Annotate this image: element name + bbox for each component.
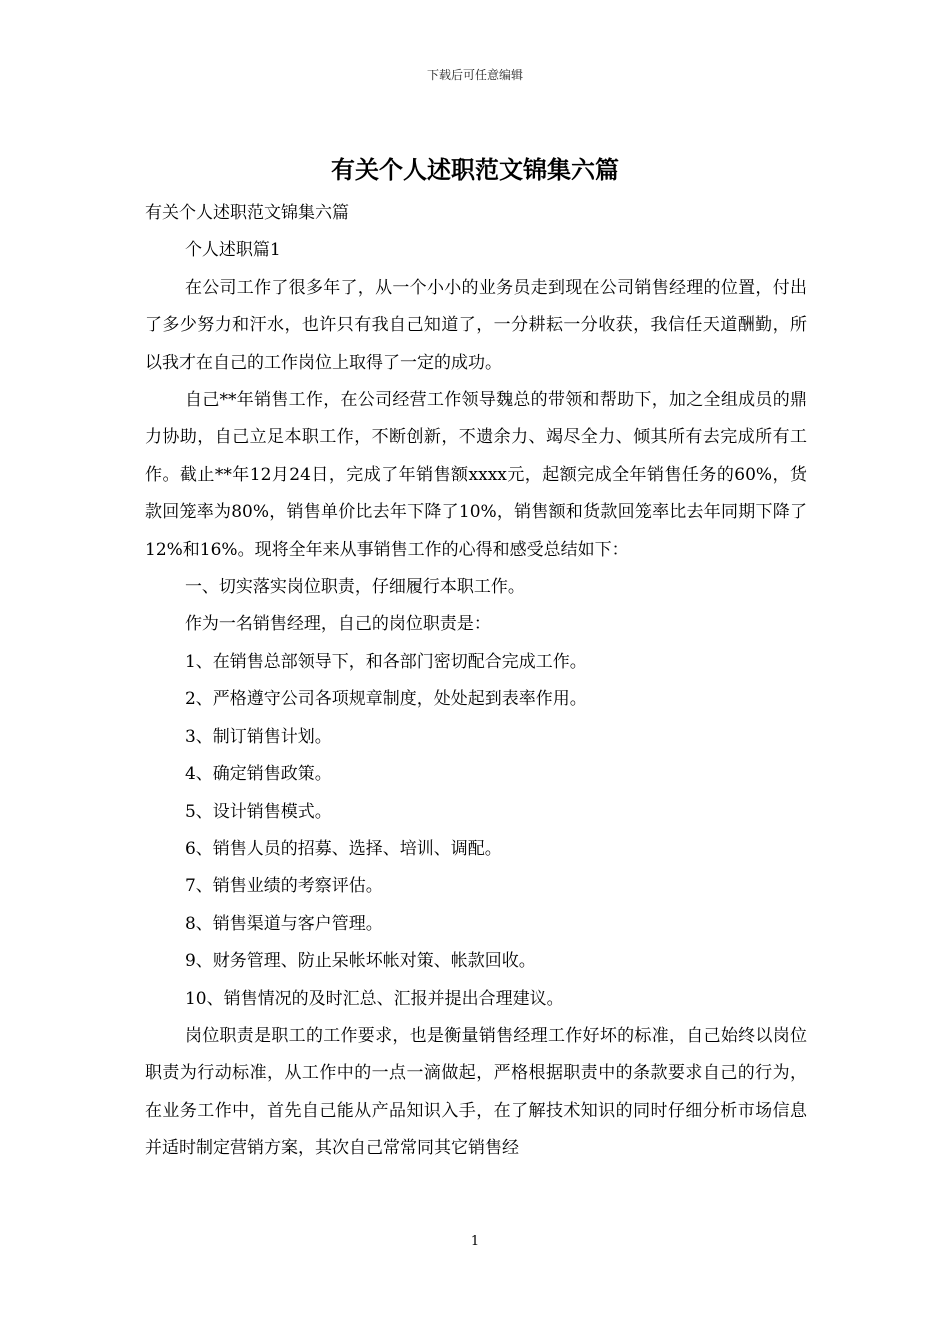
- paragraph: 一、切实落实岗位职责，仔细履行本职工作。: [184, 577, 525, 598]
- paragraph: 自己**年销售工作，在公司经营工作领导魏总的带领和帮助下，加之全组成员的鼎力协助，自己立足本职工作，不断创新，不遗余力、竭尽全力、倾其所有去完成所有工作。截止**年12月24日，完成了年销售额xxxx元，起额完成全年销售任务的60%，货款回笼率为80%，销售单价比去年下降了10%，销售额和货款回笼率比去年同期下降了12%和16%。现将全年来从事销售工作的心得和感受总结如下：: [145, 390, 807, 560]
- document-title: 有关个人述职范文锦集六篇: [331, 155, 619, 184]
- list-item: 8、销售渠道与客户管理。: [184, 913, 383, 934]
- page-number: 1: [470, 1234, 480, 1249]
- list-item: 9、财务管理、防止呆帐坏帐对策、帐款回收。: [184, 951, 536, 972]
- section-heading: 个人述职篇1: [184, 240, 281, 261]
- list-item: 3、制订销售计划。: [184, 726, 332, 747]
- list-item: 10、销售情况的及时汇总、汇报并提出合理建议。: [184, 988, 564, 1009]
- list-item: 2、严格遵守公司各项规章制度，处处起到表率作用。: [184, 689, 587, 710]
- list-item: 6、销售人员的招募、选择、培训、调配。: [184, 838, 502, 859]
- list-item: 5、设计销售模式。: [184, 801, 332, 822]
- document-subtitle: 有关个人述职范文锦集六篇: [145, 203, 349, 223]
- paragraph: 岗位职责是职工的工作要求，也是衡量销售经理工作好坏的标准，自己始终以岗位职责为行动标准，从工作中的一点一滴做起，严格根据职责中的条款要求自己的行为，在业务工作中，首先自己能从产品知识入手，在了解技术知识的同时仔细分析市场信息并适时制定营销方案，其次自己常常同其它销售经: [145, 1025, 807, 1159]
- list-item: 7、销售业绩的考察评估。: [184, 876, 383, 897]
- list-item: 1、在销售总部领导下，和各部门密切配合完成工作。: [184, 651, 587, 672]
- document-body: [145, 195, 807, 1168]
- page-header-note: 下载后可任意编辑: [426, 68, 523, 82]
- list-item: 4、确定销售政策。: [184, 764, 332, 785]
- paragraph: 在公司工作了很多年了，从一个小小的业务员走到现在公司销售经理的位置，付出了多少努力和汗水，也许只有我自己知道了，一分耕耘一分收获，我信任天道酬勤，所以我才在自己的工作岗位上取得了一定的成功。: [145, 277, 807, 373]
- paragraph: 作为一名销售经理，自己的岗位职责是：: [184, 614, 491, 635]
